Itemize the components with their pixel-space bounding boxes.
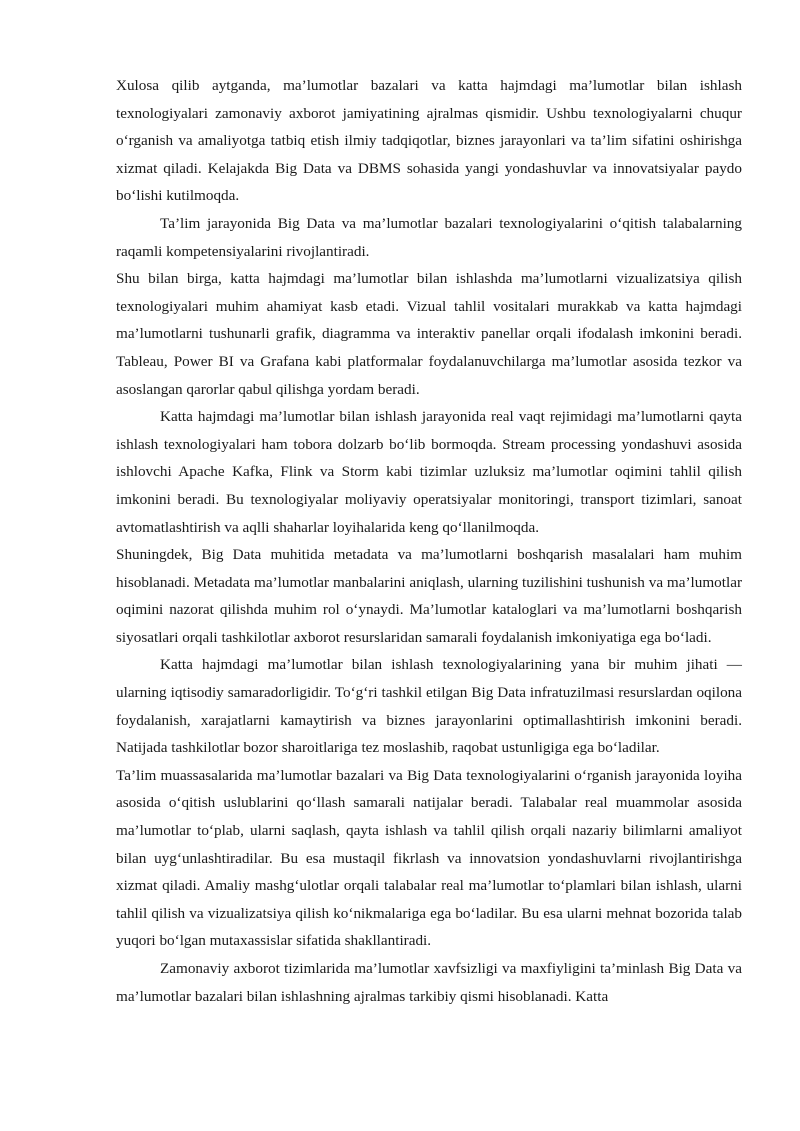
paragraph-stream-processing: Katta hajmdagi ma’lumotlar bilan ishlash jarayonida real vaqt rejimidagi ma’lumotlarni qayta ishlash texnologiyalari ham tobora dolzarb bo‘lib bormoqda. Stream processing yondashuvi asosida ishlovchi Apache Kafka, Flink va Storm kabi tizimlar uzluksiz ma’lumotlar oqimini tahlil qilish imkonini beradi. Bu texnologiyalar moliyaviy operatsiyalar monitoringi, transport tizimlari, sanoat avtomatlashtirish va aqlli shaharlar loyihalarida keng qo‘llanilmoqda. bbox=[116, 408, 742, 536]
paragraph-education-competence: Ta’lim jarayonida Big Data va ma’lumotlar bazalari texnologiyalarini o‘qitish talabalarning raqamli kompetensiyalarini rivojlantiradi. bbox=[116, 214, 742, 260]
paragraph-project-based-learning: Ta’lim muassasalarida ma’lumotlar bazalari va Big Data texnologiyalarini o‘rganish jarayonida loyiha asosida o‘qitish uslublarini qo‘llash samarali natijalar beradi. Talabalar real muammolar asosida ma’lumotlar to‘plab, ularni saqlash, qayta ishlash va tahlil qilish orqali nazariy bilimlarni amaliyot bilan uyg‘unlashtiradilar. Bu esa mustaqil fikrlash va innovatsion yondashuvlarni rivojlantirishga xizmat qiladi. Amaliy mashg‘ulotlar orqali talabalar real ma’lumotlar to‘plamlari bilan ishlash, ularni tahlil qilish va vizualizatsiya qilish ko‘nikmalariga ega bo‘ladilar. Bu esa ularni mehnat bozorida talab yuqori bo‘lgan mutaxassislar sifatida shakllantiradi. bbox=[116, 766, 742, 950]
paragraph-visualization: Shu bilan birga, katta hajmdagi ma’lumotlar bilan ishlashda ma’lumotlarni vizualizatsiya qilish texnologiyalari muhim ahamiyat kasb etadi. Vizual tahlil vositalari murakkab va katta hajmdagi ma’lumotlarni tushunarli grafik, diagramma va interaktiv panellar orqali ifodalash imkonini beradi. Tableau, Power BI va Grafana kabi platformalar foydalanuvchilarga ma’lumotlar asosida tezkor va asoslangan qarorlar qabul qilishga yordam beradi. bbox=[116, 270, 742, 398]
paragraph-metadata: Shuningdek, Big Data muhitida metadata va ma’lumotlarni boshqarish masalalari ham muhim hisoblanadi. Metadata ma’lumotlar manbalarini aniqlash, ularning tuzilishini tushunish va ma’lumotlar oqimini nazorat qilishda muhim rol o‘ynaydi. Ma’lumotlar kataloglari va ma’lumotlarni boshqarish siyosatlari orqali tashkilotlar axborot resurslaridan samarali foydalanish imkoniyatiga ega bo‘ladi. bbox=[116, 546, 742, 646]
document-page bbox=[116, 72, 742, 1010]
paragraph-conclusion: Xulosa qilib aytganda, ma’lumotlar bazalari va katta hajmdagi ma’lumotlar bilan ishlash texnologiyalari zamonaviy axborot jamiyatining ajralmas qismidir. Ushbu texnologiyalarni chuqur o‘rganish va amaliyotga tatbiq etish ilmiy tadqiqotlar, biznes jarayonlari va ta’lim sifatini oshirishga xizmat qiladi. Kelajakda Big Data va DBMS sohasida yangi yondashuvlar va innovatsiyalar paydo bo‘lishi kutilmoqda. bbox=[116, 77, 742, 205]
paragraph-economic-efficiency: Katta hajmdagi ma’lumotlar bilan ishlash texnologiyalarining yana bir muhim jihati — ularning iqtisodiy samaradorligidir. To‘g‘ri tashkil etilgan Big Data infratuzilmasi resurslardan oqilona foydalanish, xarajatlarni kamaytirish va biznes jarayonlarini optimallashtirish imkonini beradi. Natijada tashkilotlar bozor sharoitlariga tez moslashib, raqobat ustunligiga ega bo‘ladilar. bbox=[116, 656, 742, 757]
paragraph-data-security: Zamonaviy axborot tizimlarida ma’lumotlar xavfsizligi va maxfiyligini ta’minlash Big Data va ma’lumotlar bazalari bilan ishlashning ajralmas tarkibiy qismi hisoblanadi. Katta bbox=[116, 960, 742, 1005]
